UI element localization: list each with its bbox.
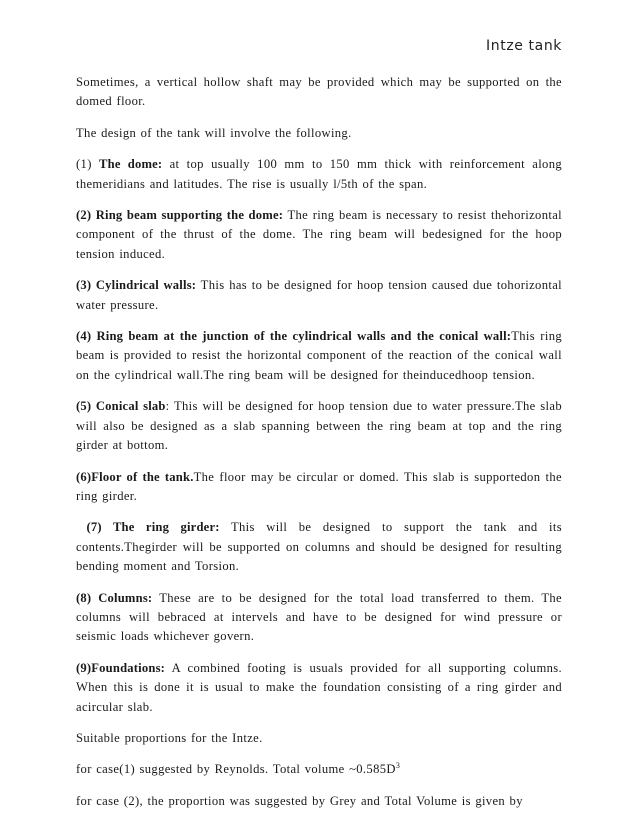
paragraph-case-1	[76, 760, 562, 779]
paragraph-ring-girder	[76, 518, 562, 576]
item-heading-dome: The dome:	[99, 157, 163, 172]
item-body-foundations: A combined footing is usuals provided for all supporting columns. When this is done it is usual to make the foundation consisting of a ring girder and acircular slab.	[76, 660, 562, 714]
paragraph-case-2: for case (2), the proportion was suggested by Grey and Total Volume is given by	[76, 793, 523, 808]
item-heading-conical-slab: (5) Conical slab	[76, 399, 166, 414]
item-heading-columns: (8) Columns:	[76, 590, 153, 605]
paragraph-columns	[76, 589, 562, 647]
case-1-exponent: 3	[395, 761, 401, 771]
case-1-text: for case(1) suggested by Reynolds. Total volume ~0.585D	[76, 762, 396, 777]
body-text	[76, 73, 562, 823]
paragraph-conical-slab	[76, 397, 562, 455]
paragraph-ring-beam-dome	[76, 206, 562, 264]
paragraph-cylindrical-walls	[76, 276, 562, 315]
item-heading-floor: (6)Floor of the tank.	[76, 469, 194, 484]
item-heading-ring-beam-dome: (2) Ring beam supporting the dome:	[76, 208, 284, 223]
item-body-ring-beam-dome: The ring beam is necessary to resist thehorizontal component of the thrust of the dome. The ring beam will bedesigned for the hoop tension induced.	[76, 208, 562, 261]
paragraph-hollow-shaft: Sometimes, a vertical hollow shaft may be provided which may be supported on the domed floor.	[76, 75, 562, 109]
item-heading-ring-girder: (7) The ring girder:	[86, 520, 220, 535]
paragraph-floor	[76, 468, 562, 507]
running-header: Intze tank	[486, 38, 562, 54]
item-heading-foundations: (9)Foundations:	[76, 660, 166, 675]
item-body-conical-slab: : This will be designed for hoop tension due to water pressure.The slab will also be designed as a slab spanning between the ring beam at top and the ring girder at bottom.	[76, 399, 562, 453]
item-body-columns: These are to be designed for the total load transferred to them. The columns will bebraced at intervels and have to be designed for wind pressure or seismic loads whichever govern.	[76, 590, 563, 644]
item-heading-cylindrical-walls: (3) Cylindrical walls:	[76, 278, 197, 293]
item-number: (1)	[76, 157, 100, 172]
item-body-ring-girder: This will be designed to support the tank and its contents.Thegirder will be supported on columns and should be designed for resulting bending moment and Torsion.	[76, 520, 562, 574]
paragraph-ring-beam-junction	[76, 327, 562, 385]
item-body-dome: at top usually 100 mm to 150 mm thick with reinforcement along themeridians and latitudes. The rise is usually l/5th of the span.	[76, 157, 562, 191]
item-heading-ring-beam-junction: (4) Ring beam at the junction of the cylindrical walls and the conical wall:	[76, 329, 512, 344]
item-body-floor: The floor may be circular or domed. This slab is supportedon the ring girder.	[76, 469, 562, 503]
paragraph-foundations	[76, 659, 562, 717]
paragraph-proportions: Suitable proportions for the Intze.	[76, 730, 263, 745]
item-body-ring-beam-junction: This ring beam is provided to resist the horizontal component of the reaction of the conical wall on the cylindrical wall.The ring beam will be designed for theinducedhoop tension.	[76, 329, 562, 382]
item-body-cylindrical-walls: This has to be designed for hoop tension caused due tohorizontal water pressure.	[76, 278, 562, 312]
paragraph-dome	[76, 155, 562, 194]
paragraph-design-intro: The design of the tank will involve the following.	[76, 125, 352, 140]
